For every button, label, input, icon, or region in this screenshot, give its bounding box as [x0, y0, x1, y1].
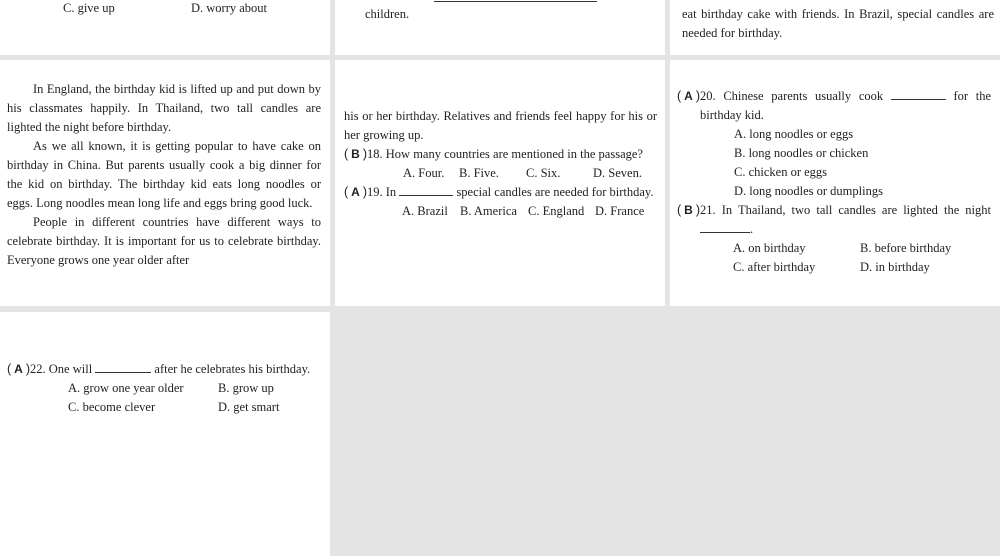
option-a: A. Brazil: [402, 204, 448, 218]
question-22: [7, 360, 322, 379]
option-c: C. become clever: [68, 400, 156, 414]
answer-letter: A: [351, 185, 360, 199]
question-text-before: Chinese parents usually cook: [723, 89, 884, 103]
question-number: 21.: [700, 203, 716, 217]
answer-blank: [399, 183, 453, 196]
paragraph-3: People in different countries have different ways to celebrate birthday. It is important for us to celebrate birthday. Everyone grows one year older after: [7, 215, 321, 267]
option-b: B. America: [460, 204, 517, 218]
top-middle-panel: [335, 0, 665, 55]
question-text-after: for the birthday kid.: [700, 89, 992, 122]
option-d: D. Seven.: [593, 166, 642, 180]
option-a: A. long noodles or eggs: [734, 127, 854, 141]
option-d: D. France: [595, 204, 645, 218]
answer-bracket: ( A ): [677, 89, 701, 103]
question-number: 19.: [367, 185, 383, 199]
bottom-left-panel: [0, 312, 330, 556]
answer-bracket: ( B ): [677, 203, 701, 217]
option-c: C. after birthday: [733, 260, 816, 274]
bottom-left-content: [7, 360, 322, 417]
question-text-after: special candles are needed for birthday.: [456, 185, 654, 199]
option-d: D. in birthday: [860, 260, 930, 274]
question-body: [30, 360, 322, 379]
answer-letter: B: [351, 147, 360, 161]
question-number: 20.: [700, 89, 716, 103]
option-b: B. long noodles or chicken: [734, 146, 869, 160]
question-text-after: .: [750, 222, 754, 236]
option-c: C. chicken or eggs: [734, 165, 828, 179]
question-22-options: [68, 379, 322, 417]
passage-middle-panel: [335, 60, 665, 306]
answer-letter: B: [684, 203, 693, 217]
answer-blank: [700, 220, 750, 233]
option-d: D. worry about: [191, 1, 268, 15]
option-b: B. Five.: [459, 166, 499, 180]
option-d: D. get smart: [218, 400, 280, 414]
question-text-before: In Thailand, two tall candles are lighted the night: [721, 203, 991, 217]
question-number: 22.: [30, 362, 46, 376]
question-text: How many countries are mentioned in the passage?: [385, 147, 643, 161]
top-right-panel: [670, 0, 1000, 55]
answer-bracket: ( B ): [344, 147, 368, 161]
option-c: C. Six.: [526, 166, 561, 180]
question-21-options: [733, 239, 991, 277]
option-a: A. Four.: [403, 166, 445, 180]
passage-continuation: his or her birthday. Relatives and friends feel happy for his or her growing up.: [344, 109, 657, 142]
answer-letter: A: [684, 89, 693, 103]
question-body: [367, 183, 657, 202]
passage-right-content: [677, 87, 991, 277]
option-d: D. long noodles or dumplings: [734, 184, 883, 198]
option-b: B. grow up: [218, 381, 274, 395]
question-20: [677, 87, 991, 125]
passage-right-panel: [670, 60, 1000, 306]
question-19-options: [402, 202, 657, 221]
question-body: [367, 145, 657, 164]
answer-blank: [891, 87, 946, 100]
answer-blank: [95, 360, 151, 373]
option-b: B. before birthday: [860, 241, 952, 255]
answer-bracket: ( A ): [7, 362, 31, 376]
option-a: A. grow one year older: [68, 381, 184, 395]
question-18-options: [403, 164, 657, 183]
question-number: 18.: [367, 147, 383, 161]
question-text-after: after he celebrates his birthday.: [154, 362, 311, 376]
passage-text: [7, 80, 321, 270]
question-18: [344, 145, 657, 164]
paragraph-1: In England, the birthday kid is lifted up and put down by his classmates happily. In Thailand, two tall candles are lighted the night before birthday.: [7, 82, 321, 134]
question-20-options: [734, 125, 991, 201]
answer-letter: A: [14, 362, 23, 376]
passage-middle-content: [344, 107, 657, 221]
question-body: [700, 201, 991, 239]
option-a: A. on birthday: [733, 241, 806, 255]
passage-left-panel: [0, 60, 330, 306]
question-text-before: In: [385, 185, 397, 199]
question-text-before: One will: [48, 362, 93, 376]
top-left-panel: [0, 0, 330, 55]
top-middle-text: children.: [365, 7, 410, 21]
paragraph-2: As we all known, it is getting popular to have cake on birthday in China. But parents usually cook a big dinner for the kid on birthday. The birthday kid eats long noodles or eggs. Long noodles mean long life and eggs bring good luck.: [7, 139, 321, 210]
question-21: [677, 201, 991, 239]
question-body: [700, 87, 991, 125]
option-c: C. England: [528, 204, 585, 218]
cut-text-line: [682, 0, 988, 1]
top-left-options: [63, 0, 319, 18]
answer-bracket: ( A ): [344, 185, 368, 199]
answer-blank: [434, 0, 597, 2]
question-19: [344, 183, 657, 202]
top-right-text: eat birthday cake with friends. In Brazil, special candles are needed for birthday.: [682, 7, 994, 40]
option-c: C. give up: [63, 1, 115, 15]
